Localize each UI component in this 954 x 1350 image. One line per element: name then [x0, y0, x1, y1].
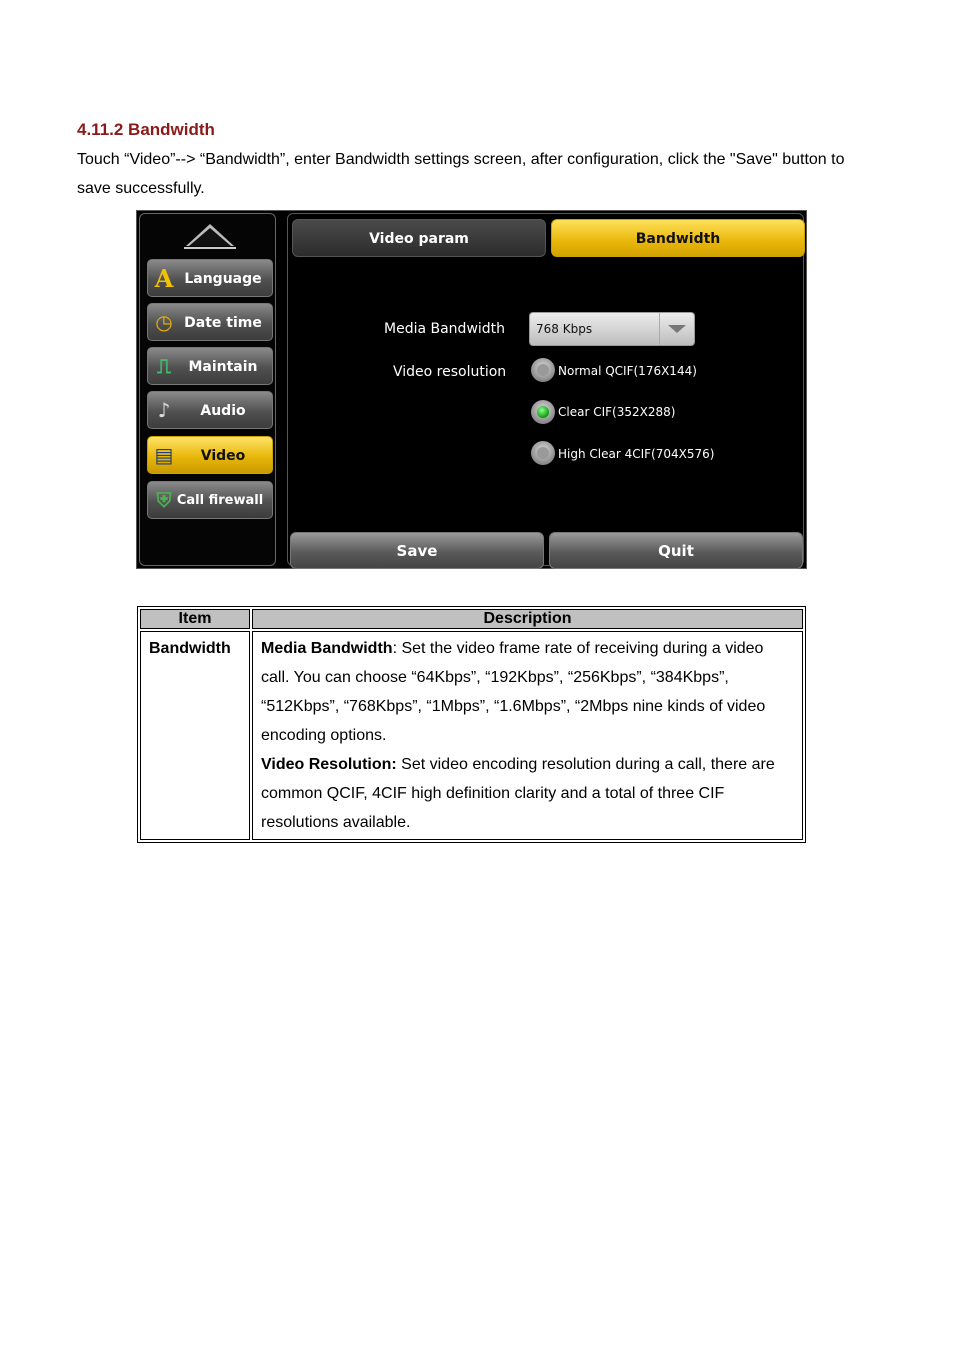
tab-bandwidth[interactable]: Bandwidth: [551, 219, 805, 257]
media-bandwidth-value: 768 Kbps: [536, 322, 593, 336]
clock-icon: ◷: [155, 310, 173, 334]
table-row: [140, 631, 803, 840]
device-screenshot: [136, 210, 807, 569]
film-clapper-icon: ▤: [154, 443, 174, 467]
media-bandwidth-term: Media Bandwidth: [261, 640, 393, 657]
save-button[interactable]: Save: [290, 532, 544, 569]
video-resolution-term: Video Resolution:: [261, 756, 397, 773]
sidebar-item-date-time[interactable]: [147, 303, 273, 341]
chevron-down-icon[interactable]: [659, 313, 694, 345]
table-header-description: Description: [252, 609, 803, 629]
tab-video-param[interactable]: Video param: [292, 219, 546, 257]
section-heading: 4.11.2 Bandwidth: [77, 120, 215, 139]
description-table: [137, 606, 806, 843]
media-bandwidth-description: : Set the video frame rate of receiving during a video call. You can choose “64Kbps”, “192Kbps”, “256Kbps”, “384Kbps”, “512Kbps”, “768Kbps”, “1Mbps”, “1.6Mbps”, “2Mbps nine kinds of video encoding options.: [261, 640, 766, 744]
video-resolution-description: Set video encoding resolution during a call, there are common QCIF, 4CIF high definition clarity and a total of three CIF resolutions available.: [261, 756, 775, 831]
sidebar-item-label: Maintain: [188, 359, 258, 375]
sidebar-item-label: Call firewall: [176, 493, 264, 508]
sidebar-item-label: Audio: [200, 403, 246, 419]
sidebar-item-maintain[interactable]: [147, 347, 273, 385]
quit-button[interactable]: Quit: [549, 532, 803, 569]
microphone-icon: ♪: [157, 398, 171, 422]
resolution-radio-qcif[interactable]: [531, 358, 555, 382]
intro-text: Touch “Video”--> “Bandwidth”, enter Bandwidth settings screen, after configuration, click the "Save" button to save successfully.: [77, 151, 845, 197]
resolution-radio-4cif[interactable]: [531, 441, 555, 465]
sidebar-item-video[interactable]: [147, 436, 273, 474]
sidebar-item-label: Date time: [184, 315, 262, 331]
firewall-icon: ⛨: [156, 488, 172, 512]
monitor-icon: ⎍: [157, 354, 171, 378]
sidebar-item-label: Video: [200, 448, 246, 464]
table-header-item: Item: [140, 609, 250, 629]
sidebar-item-language[interactable]: [147, 259, 273, 297]
sidebar-item-call-firewall[interactable]: [147, 481, 273, 519]
resolution-radio-cif[interactable]: [531, 400, 555, 424]
language-icon: A: [154, 263, 174, 293]
media-bandwidth-select[interactable]: [529, 312, 695, 346]
sidebar-item-audio[interactable]: [147, 391, 273, 429]
video-resolution-label: Video resolution: [393, 364, 507, 380]
resolution-label-4cif: High Clear 4CIF(704X576): [558, 447, 715, 461]
resolution-label-cif: Clear CIF(352X288): [558, 405, 676, 419]
settings-sidebar: [139, 213, 276, 566]
bandwidth-panel: [287, 213, 804, 566]
table-cell-item: Bandwidth: [140, 631, 250, 840]
sidebar-item-label: Language: [184, 271, 262, 287]
media-bandwidth-label: Media Bandwidth: [384, 321, 506, 337]
table-cell-description: [252, 631, 803, 840]
resolution-label-qcif: Normal QCIF(176X144): [558, 364, 697, 378]
